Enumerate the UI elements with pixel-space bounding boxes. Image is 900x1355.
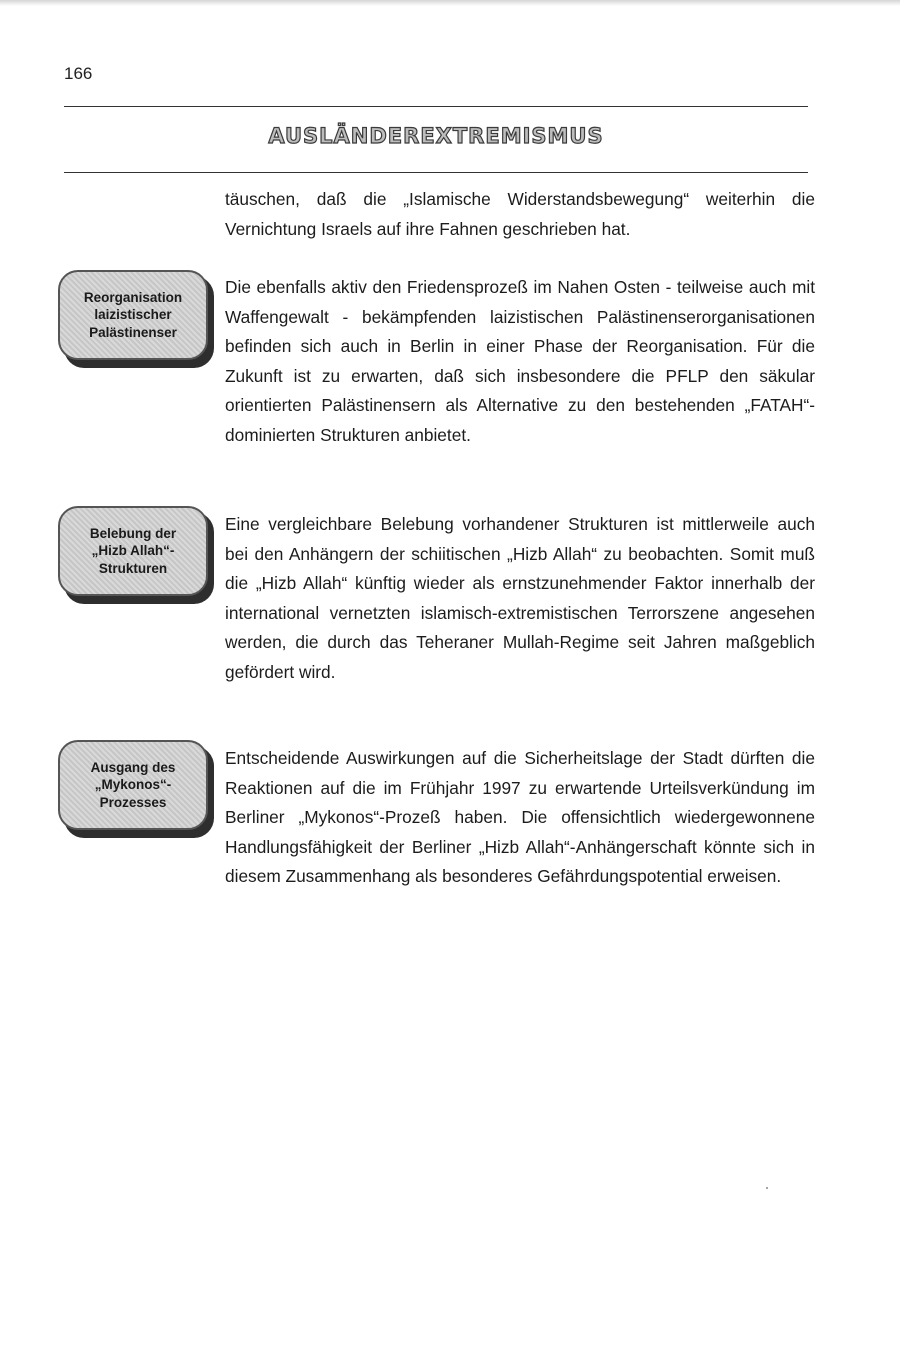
paragraph-hizb-allah: Eine vergleichbare Belebung vorhandener Strukturen ist mittlerweile auch bei den Anhängern der schiitischen „Hizb Allah“ zu beobachten. Somit muß die „Hizb Allah“ künftig wieder als ernstzunehmender Faktor innerhalb der international vernetzten islamisch-extremistischen Terrorszene angesehen werden, die durch das Teheraner Mullah-Regime seit Jahren maßgeblich gefördert wird. [225,514,815,682]
running-header-title: AUSLÄNDEREXTREMISMUS [268,124,604,148]
paragraph-mykonos: Entscheidende Auswirkungen auf die Sicherheitslage der Stadt dürften die Reaktionen auf die im Frühjahr 1997 zu erwartende Urteilsverkündung im Berliner „Mykonos“-Prozeß haben. Die offensichtlich wiedergewonnene Handlungsfähigkeit der Berliner „Hizb Allah“-Anhängerschaft könnte sich in diesem Zusammenhang als besonderes Gefährdungspotential erweisen. [225,748,815,886]
margin-note-label: Reorganisation laizistischer Palästinenser [83,289,183,340]
margin-note-mykonos [58,740,208,834]
header-rule-top [64,106,808,107]
margin-note-reorganisation [58,270,208,364]
margin-note-hizb-allah [58,506,208,600]
paragraph-continuation: täuschen, daß die „Islamische Widerstandsbewegung“ weiterhin die Vernichtung Israels auf ihre Fahnen geschrieben hat. [225,189,815,239]
margin-note-box [58,270,208,360]
margin-note-box [58,506,208,596]
scan-speck [766,1187,768,1189]
scan-top-shadow [0,0,900,6]
margin-note-label: Belebung der „Hizb Allah“- Strukturen [89,525,177,576]
paragraph-palaestinenser: Die ebenfalls aktiv den Friedensprozeß im Nahen Osten - teilweise auch mit Waffengewalt - bekämpfenden laizistischen Palästinenserorganisationen befinden sich auch in Berlin in einer Phase der Reorganisation. Für die Zukunft ist zu erwarten, daß sich insbesondere die PFLP den säkular orientierten Palästinensern als Alternative zu den bestehenden „FATAH“-dominierten Strukturen anbietet. [225,277,815,445]
page-number: 166 [64,64,93,83]
margin-note-box [58,740,208,830]
margin-note-label: Ausgang des „Mykonos“- Prozesses [90,759,176,810]
header-rule-bottom [64,172,808,173]
